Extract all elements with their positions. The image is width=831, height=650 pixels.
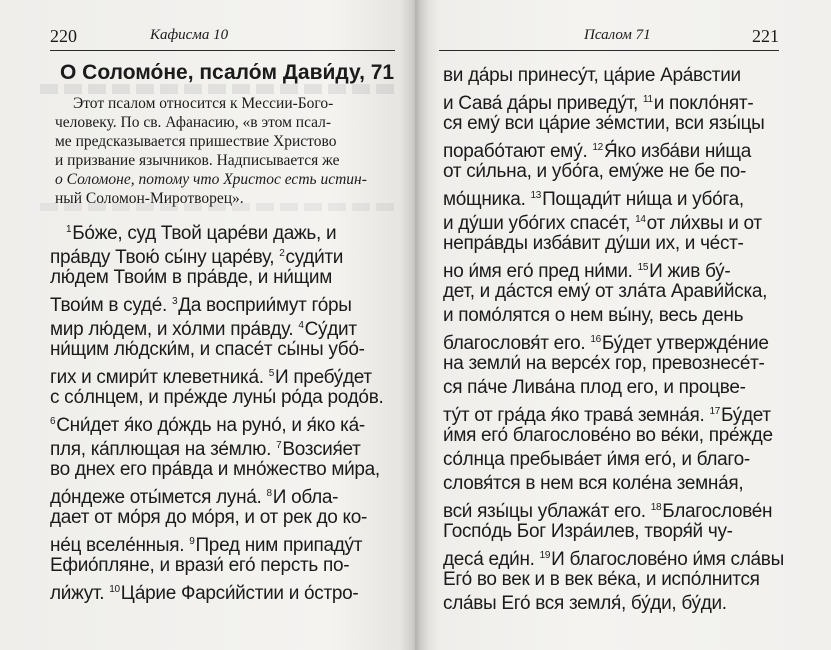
verse-line	[50, 290, 402, 314]
verse-text: до́ндеже оты́мется луна́.	[50, 487, 267, 508]
verse-text: на земли́ на версе́х гор, превознесе́т-	[443, 353, 765, 374]
verse-line	[50, 314, 402, 338]
psalm-heading: О Соломо́не, псало́м Дави́ду, 71	[60, 61, 395, 84]
verse-text: порабо́тают ему́.	[443, 141, 593, 162]
verse-number: 14	[635, 214, 646, 225]
verse-text: не́ц вселе́нныя.	[50, 535, 190, 556]
verse-number: 4	[298, 320, 304, 331]
verse-text: И благослове́но и́мя сла́вы	[551, 549, 784, 570]
verse-text: И пребу́дет	[274, 367, 372, 388]
verse-text: Сни́дет я́ко до́ждь на руно́, и я́ко ка́-	[56, 415, 365, 436]
verse-number: 11	[642, 94, 653, 105]
note-line: ме предсказывается пришествие Христово	[55, 133, 337, 150]
verse-text: И обла-	[272, 487, 339, 508]
verse-number: 7	[276, 440, 282, 451]
verse-text: словя́тся в нем вся коле́на земна́я,	[443, 473, 744, 494]
verse-number: 8	[266, 488, 272, 499]
verse-text: Бу́дет	[721, 405, 771, 426]
verse-line: дает от мо́ря до мо́ря, и от рек до ко-	[50, 507, 368, 528]
left-page-number: 220	[50, 26, 77, 46]
verse-line	[443, 232, 793, 256]
note-line: и призвание язычников. Надписывается же	[55, 152, 340, 169]
verse-line	[443, 304, 793, 328]
verse-text: ся па́че Лива́на плод его, и процве-	[443, 377, 746, 398]
verse-text: Су́дит	[304, 319, 357, 340]
verse-text: дет, и да́стся ему́ от зла́та Арави́йска,	[443, 281, 768, 302]
verse-line	[443, 184, 793, 208]
left-verse-text	[50, 218, 402, 602]
note-line	[55, 170, 397, 189]
psalm-introduction-note	[55, 94, 397, 208]
verse-text: Пощади́т ни́ща и убо́га,	[542, 189, 744, 210]
verse-text: ся ему́ вси ца́рие зе́мстии, вси язы́цы	[443, 113, 765, 134]
verse-text: ту́т от гра́да я́ко трава́ земна́я.	[443, 405, 710, 426]
verse-text: и покло́нят-	[653, 93, 754, 114]
verse-number: 13	[530, 190, 542, 201]
verse-line	[443, 352, 793, 376]
verse-text: но и́мя его́ пред ни́ми.	[443, 261, 638, 282]
verse-text: Ца́рие Фарси́йстии и о́стро-	[120, 583, 359, 604]
verse-text: ви да́ры принесу́т, ца́рие Ара́встии	[443, 65, 741, 86]
verse-line	[443, 424, 793, 448]
verse-line: Ефио́пляне, и врази́ его́ персть по-	[50, 555, 350, 576]
left-running-head	[50, 26, 395, 51]
right-verse-text	[443, 64, 793, 616]
verse-text: вси́ язы́цы ублажа́т его.	[443, 501, 651, 522]
verse-text: пля, ка́плющая на зе́млю.	[50, 439, 277, 460]
left-page	[0, 0, 415, 650]
verse-text: и ду́ши убо́гих спасе́т,	[443, 213, 636, 234]
verse-line	[50, 434, 402, 458]
verse-number: 12	[592, 142, 603, 153]
verse-line: во днех его пра́вда и мно́жество ми́ра,	[50, 459, 380, 480]
verse-text: Благослове́н	[662, 501, 773, 522]
verse-text: Бу́дет утвержде́ние	[601, 333, 769, 354]
verse-line	[443, 112, 793, 136]
verse-text: ли́жут.	[50, 583, 110, 604]
verse-number: 19	[539, 550, 551, 561]
verse-line	[443, 64, 793, 88]
verse-number: 3	[171, 296, 178, 307]
verse-line	[443, 328, 793, 352]
verse-text: Да восприи́мут го́ры	[178, 295, 352, 316]
note-line: ный Соломон-Миротворец».	[55, 190, 244, 207]
verse-number: 16	[590, 334, 601, 345]
verse-line	[443, 88, 793, 112]
verse-line	[443, 160, 793, 184]
verse-text: сла́вы Его́ вся земля́, бу́ди, бу́ди.	[443, 593, 727, 614]
verse-line	[443, 568, 793, 592]
verse-text: непра́вды изба́вит ду́ши их, и че́ст-	[443, 233, 744, 254]
verse-text: пра́вду Твою́ сы́ну царе́ву,	[50, 247, 280, 268]
note-line-text: о Соломоне, потому что Христос есть истин-	[55, 171, 367, 188]
verse-number: 6	[50, 416, 56, 427]
verse-line	[443, 544, 793, 568]
verse-text: и́мя его́ благослове́но во ве́ки, пре́жде	[443, 425, 773, 446]
verse-text: мир лю́дем, и хо́лми пра́вду.	[50, 319, 299, 340]
verse-line	[50, 362, 402, 386]
verse-line	[50, 242, 402, 266]
verse-line	[50, 578, 402, 602]
verse-line	[443, 400, 793, 424]
verse-text: Его́ во век и в век ве́ка, и испо́лнится	[443, 569, 760, 590]
verse-line	[443, 448, 793, 472]
verse-line: ни́щим лю́дски́м, и спасе́т сы́ны убо́-	[50, 339, 365, 360]
verse-text: Госпо́дь Бог Изра́илев, творя́й чу-	[443, 521, 733, 542]
verse-text: Возсия́ет	[282, 439, 361, 460]
verse-text: Бо́же, суд Твой царе́ви дажь, и	[72, 223, 337, 244]
verse-text: Твои́м в суде́.	[50, 295, 172, 316]
verse-line	[443, 496, 793, 520]
verse-line	[50, 218, 402, 242]
note-line: человеку. По св. Афанасию, «в этом псал-	[55, 114, 332, 131]
verse-line	[50, 482, 402, 506]
verse-text: благословя́т его.	[443, 333, 591, 354]
verse-line	[443, 256, 793, 280]
right-running-head	[439, 26, 779, 51]
verse-line	[443, 376, 793, 400]
verse-line: с со́лнцем, и пре́жде луны́ ро́да родо́в.	[50, 387, 384, 408]
verse-text: от ли́хвы и от	[646, 213, 762, 234]
verse-line	[443, 208, 793, 232]
verse-text: со́лнца пребыва́ет и́мя его́, и благо-	[443, 449, 750, 470]
verse-number: 9	[189, 536, 195, 547]
verse-text: И жив бу́-	[649, 261, 731, 282]
left-running-title: Кафисма 10	[150, 27, 229, 43]
verse-text: деса́ еди́н.	[443, 549, 540, 570]
right-running-title: Псалом 71	[584, 27, 651, 43]
verse-line	[443, 280, 793, 304]
verse-text: Пред ним припаду́т	[195, 535, 363, 556]
verse-text: и помо́лятся о нем вы́ну, весь день	[443, 305, 744, 326]
verse-number: 18	[650, 502, 662, 513]
verse-line	[50, 530, 402, 554]
verse-number: 5	[268, 368, 274, 379]
right-page	[415, 0, 831, 650]
verse-text: суди́ти	[285, 247, 344, 268]
right-page-number: 221	[752, 26, 779, 46]
verse-text: Я́ко изба́ви ни́ща	[603, 141, 751, 162]
verse-line	[443, 472, 793, 496]
verse-number: 17	[709, 406, 721, 417]
verse-number: 1	[66, 224, 72, 235]
verse-number: 2	[279, 248, 285, 259]
verse-number: 10	[109, 584, 120, 595]
verse-line	[443, 592, 793, 616]
verse-line	[443, 136, 793, 160]
verse-line: лю́дем Твои́м в пра́вде, и ни́щим	[50, 267, 332, 288]
verse-text: гих и смири́т клеветника́.	[50, 367, 269, 388]
note-line: Этот псалом относится к Мессии-Бого-	[73, 95, 334, 112]
verse-line	[50, 410, 402, 434]
verse-text: и Сава́ да́ры приведу́т,	[443, 93, 643, 114]
verse-number: 15	[637, 262, 649, 273]
verse-text: от си́льна, и убо́га, ему́же не бе по-	[443, 161, 746, 182]
verse-text: мо́щника.	[443, 189, 531, 210]
verse-line	[443, 520, 793, 544]
